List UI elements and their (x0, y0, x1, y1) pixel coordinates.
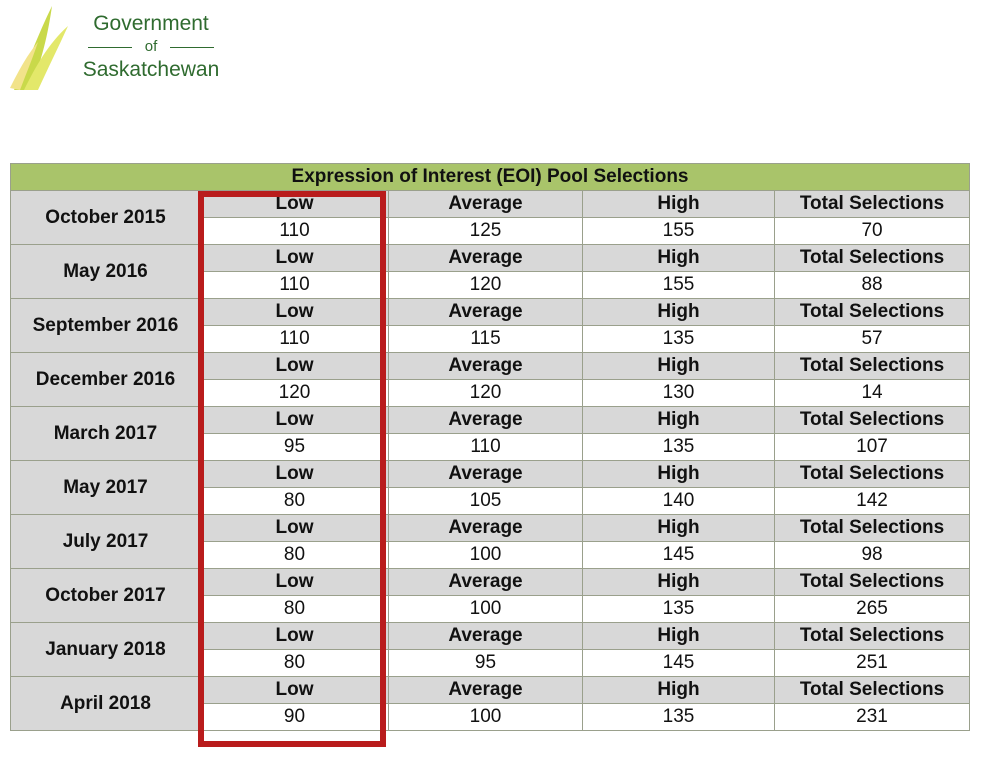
column-header: High (583, 515, 775, 542)
logo-line-of: of (76, 36, 226, 58)
column-header: Total Selections (775, 623, 970, 650)
cell-total: 70 (775, 218, 970, 245)
cell-average: 125 (389, 218, 583, 245)
cell-average: 100 (389, 542, 583, 569)
column-header: Low (201, 623, 389, 650)
column-header: High (583, 245, 775, 272)
column-header: Low (201, 245, 389, 272)
cell-low: 95 (201, 434, 389, 461)
column-header: Average (389, 461, 583, 488)
column-header: Total Selections (775, 353, 970, 380)
column-header: Low (201, 677, 389, 704)
column-header: High (583, 677, 775, 704)
cell-low: 110 (201, 326, 389, 353)
row-date-label: May 2017 (11, 461, 201, 515)
cell-high: 145 (583, 542, 775, 569)
column-header: Total Selections (775, 407, 970, 434)
table-title: Expression of Interest (EOI) Pool Selections (11, 164, 970, 191)
column-header: Low (201, 353, 389, 380)
row-date-label: March 2017 (11, 407, 201, 461)
cell-high: 155 (583, 218, 775, 245)
column-header: Low (201, 461, 389, 488)
cell-low: 80 (201, 542, 389, 569)
table-row-header (11, 299, 970, 326)
column-header: High (583, 407, 775, 434)
column-header: Total Selections (775, 191, 970, 218)
cell-total: 57 (775, 326, 970, 353)
column-header: Total Selections (775, 299, 970, 326)
cell-low: 110 (201, 272, 389, 299)
table-row-header (11, 245, 970, 272)
column-header: Average (389, 353, 583, 380)
column-header: High (583, 623, 775, 650)
cell-total: 98 (775, 542, 970, 569)
column-header: High (583, 569, 775, 596)
cell-low: 120 (201, 380, 389, 407)
table-row-header (11, 677, 970, 704)
cell-total: 107 (775, 434, 970, 461)
row-date-label: April 2018 (11, 677, 201, 731)
cell-average: 95 (389, 650, 583, 677)
cell-average: 100 (389, 596, 583, 623)
cell-low: 80 (201, 488, 389, 515)
cell-high: 130 (583, 380, 775, 407)
cell-low: 80 (201, 596, 389, 623)
column-header: High (583, 191, 775, 218)
cell-average: 120 (389, 272, 583, 299)
cell-high: 140 (583, 488, 775, 515)
column-header: Average (389, 569, 583, 596)
column-header: Average (389, 623, 583, 650)
column-header: Low (201, 515, 389, 542)
column-header: Average (389, 677, 583, 704)
cell-total: 88 (775, 272, 970, 299)
column-header: Total Selections (775, 569, 970, 596)
logo-line-government: Government (93, 12, 209, 35)
column-header: Total Selections (775, 245, 970, 272)
table-row-header (11, 515, 970, 542)
cell-average: 110 (389, 434, 583, 461)
column-header: Average (389, 407, 583, 434)
eoi-selections-table (10, 163, 970, 731)
cell-average: 105 (389, 488, 583, 515)
row-date-label: July 2017 (11, 515, 201, 569)
table-row-header (11, 191, 970, 218)
table-row-header (11, 461, 970, 488)
column-header: Total Selections (775, 677, 970, 704)
eoi-table-container (10, 163, 969, 731)
row-date-label: September 2016 (11, 299, 201, 353)
cell-high: 135 (583, 596, 775, 623)
cell-total: 142 (775, 488, 970, 515)
government-logo (8, 4, 228, 94)
column-header: Low (201, 569, 389, 596)
column-header: Total Selections (775, 515, 970, 542)
column-header: High (583, 353, 775, 380)
row-date-label: October 2017 (11, 569, 201, 623)
cell-low: 110 (201, 218, 389, 245)
column-header: Average (389, 515, 583, 542)
column-header: Average (389, 191, 583, 218)
column-header: Low (201, 299, 389, 326)
column-header: Total Selections (775, 461, 970, 488)
cell-total: 265 (775, 596, 970, 623)
cell-total: 251 (775, 650, 970, 677)
cell-high: 135 (583, 434, 775, 461)
column-header: Low (201, 191, 389, 218)
column-header: Average (389, 299, 583, 326)
table-row-header (11, 569, 970, 596)
logo-line-saskatchewan: Saskatchewan (82, 58, 220, 81)
logo-wordmark (76, 12, 226, 82)
row-date-label: May 2016 (11, 245, 201, 299)
cell-high: 135 (583, 326, 775, 353)
row-date-label: December 2016 (11, 353, 201, 407)
cell-total: 14 (775, 380, 970, 407)
cell-low: 90 (201, 704, 389, 731)
cell-high: 155 (583, 272, 775, 299)
column-header: High (583, 299, 775, 326)
cell-average: 115 (389, 326, 583, 353)
cell-high: 145 (583, 650, 775, 677)
table-row-header (11, 353, 970, 380)
cell-low: 80 (201, 650, 389, 677)
cell-average: 100 (389, 704, 583, 731)
cell-total: 231 (775, 704, 970, 731)
column-header: Low (201, 407, 389, 434)
wheat-leaf-icon (8, 4, 78, 94)
row-date-label: January 2018 (11, 623, 201, 677)
column-header: High (583, 461, 775, 488)
cell-high: 135 (583, 704, 775, 731)
column-header: Average (389, 245, 583, 272)
table-row-header (11, 623, 970, 650)
table-body (11, 191, 970, 731)
cell-average: 120 (389, 380, 583, 407)
table-row-header (11, 407, 970, 434)
row-date-label: October 2015 (11, 191, 201, 245)
